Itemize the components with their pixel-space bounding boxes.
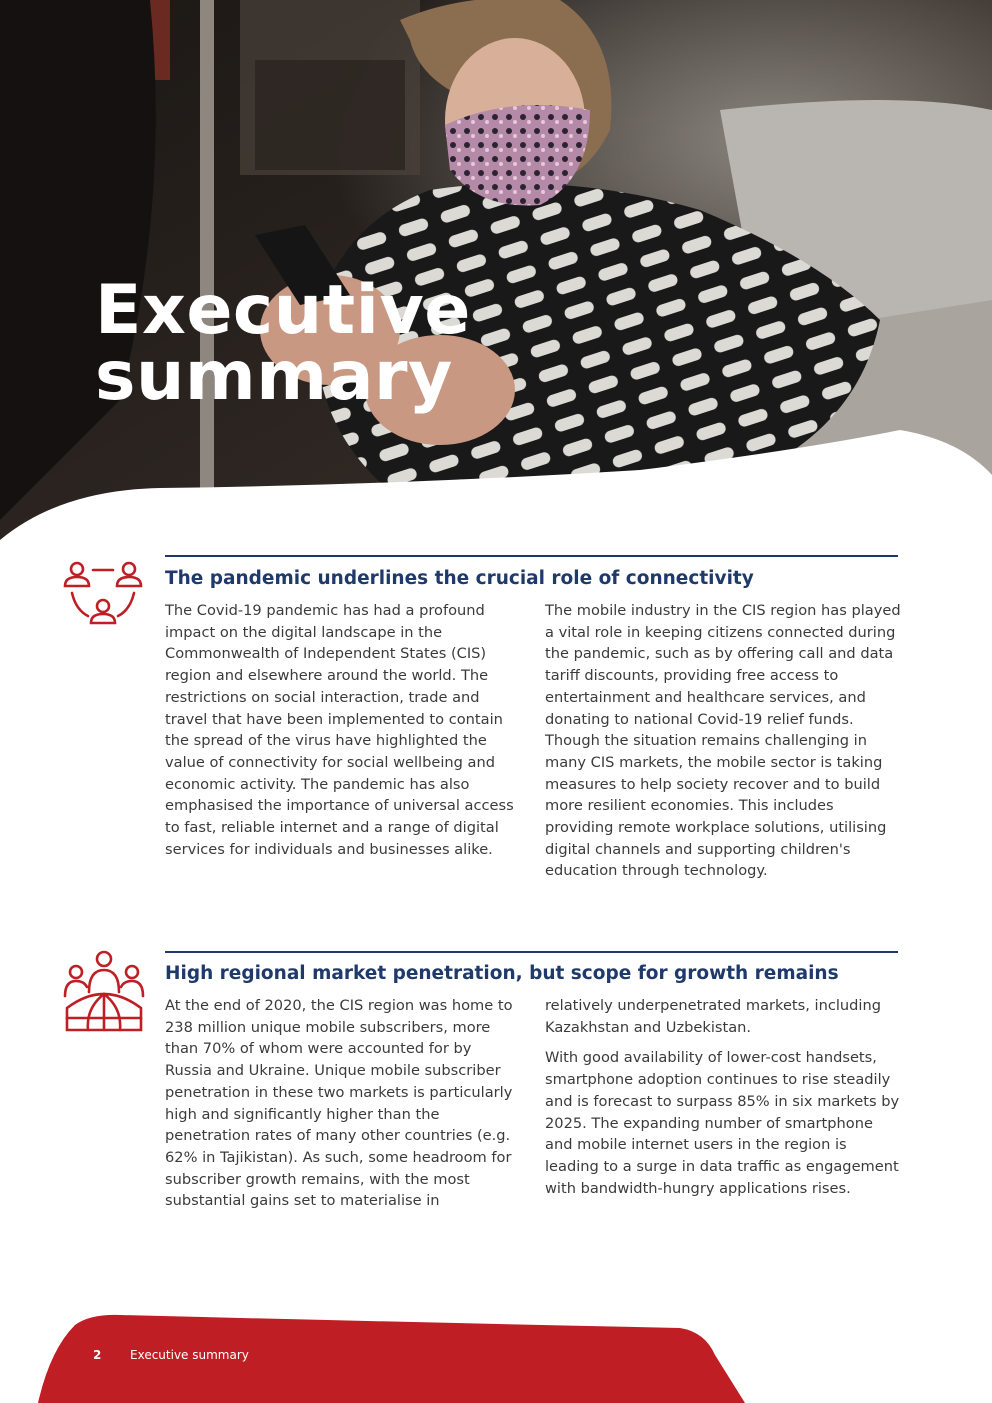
left-column: [165, 600, 521, 869]
page-title-line-1: Executive: [95, 271, 471, 350]
section-heading: High regional market penetration, but scope for growth remains: [165, 963, 839, 984]
right-column: [545, 600, 901, 891]
people-globe-icon: [62, 950, 146, 1034]
people-network-icon: [62, 560, 146, 632]
paragraph: relatively underpenetrated markets, including Kazakhstan and Uzbekistan.: [545, 997, 881, 1036]
paragraph: With good availability of lower-cost handsets, smartphone adoption continues to rise steadily and is forecast to surpass 85% in six markets by 2025. The expanding number of smartphone and mobile internet users in the region is leading to a surge in data traffic as engagement with bandwidth-hungry applications rises.: [545, 1049, 900, 1197]
section-heading: The pandemic underlines the crucial role of connectivity: [165, 568, 754, 589]
paragraph: The mobile industry in the CIS region has played a vital role in keeping citizens connected during the pandemic, such as by offering call and data tariff discounts, providing free access to entertainment and healthcare services, and donating to national Covid-19 relief funds. Though the situation remains challenging in many CIS markets, the mobile sector is taking measures to help society recover and to build more resilient economies. This includes providing remote workplace solutions, utilising digital channels and supporting children's education through technology.: [545, 602, 901, 880]
page-title-line-2: summary: [95, 337, 453, 416]
page-title: [95, 271, 471, 416]
right-column: [545, 995, 901, 1208]
page-number: 2: [93, 1348, 102, 1362]
paragraph: At the end of 2020, the CIS region was home to 238 million unique mobile subscribers, more than 70% of whom were accounted for by Russia and Ukraine. Unique mobile subscriber penetration in these two markets is particularly high and significantly higher than the penetration rates of many other countries (e.g. 62% in Tajikistan). As such, some headroom for subscriber growth remains, with the most substantial gains set to materialise in: [165, 997, 513, 1210]
left-column: [165, 995, 515, 1221]
section-divider: [165, 951, 898, 953]
hero-banner: [0, 0, 992, 560]
footer-section-label: Executive summary: [130, 1348, 249, 1362]
paragraph: The Covid-19 pandemic has had a profound impact on the digital landscape in the Commonwealth of Independent States (CIS) region and elsewhere around the world. The restrictions on social interaction, trade and travel that have been implemented to contain the spread of the virus have highlighted the value of connectivity for social wellbeing and economic activity. The pandemic has also emphasised the importance of universal access to fast, reliable internet and a range of digital services for individuals and businesses alike.: [165, 602, 514, 858]
section-divider: [165, 555, 898, 557]
